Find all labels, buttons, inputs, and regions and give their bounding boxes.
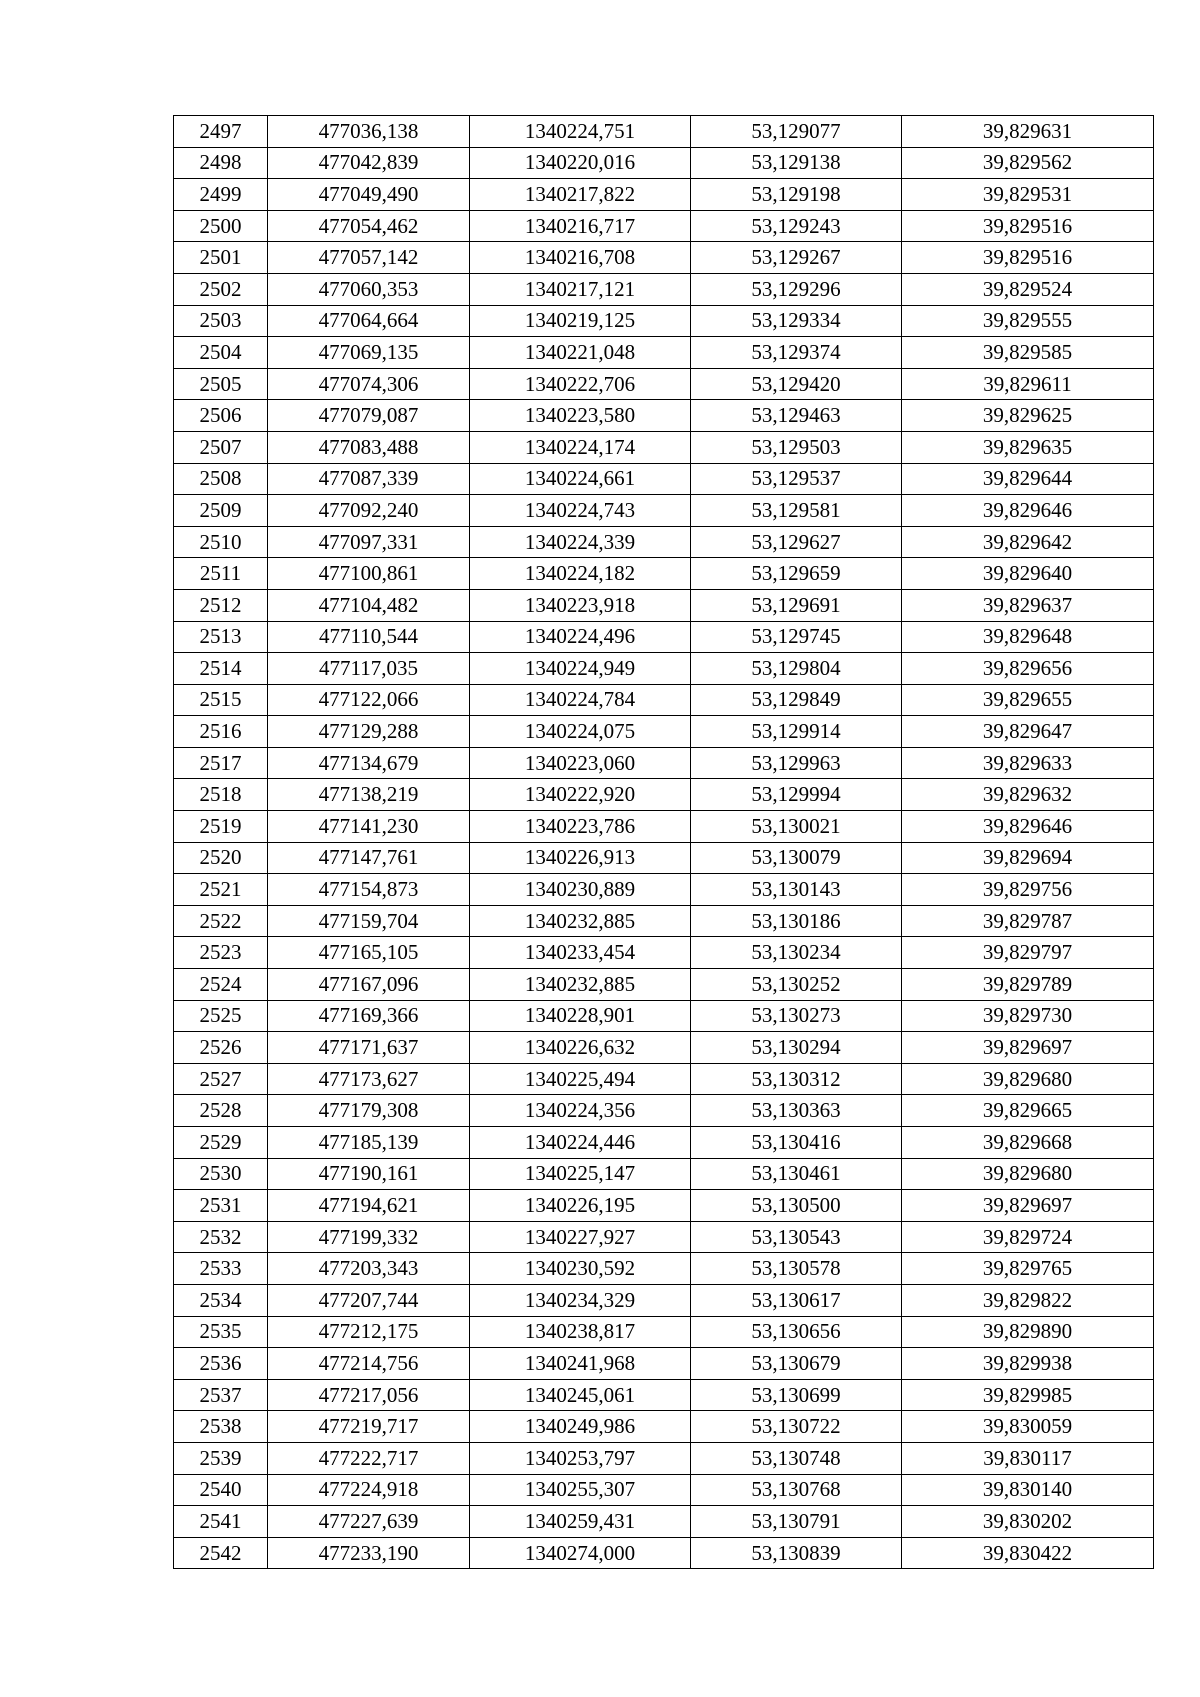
table-row	[174, 337, 1154, 369]
x-coordinate-cell: 477233,190	[268, 1537, 470, 1569]
longitude-cell: 39,830059	[902, 1411, 1154, 1443]
longitude-cell: 39,829890	[902, 1316, 1154, 1348]
longitude-cell: 39,829656	[902, 653, 1154, 685]
latitude-cell: 53,129581	[691, 495, 902, 527]
latitude-cell: 53,129849	[691, 684, 902, 716]
longitude-cell: 39,830422	[902, 1537, 1154, 1569]
latitude-cell: 53,129420	[691, 368, 902, 400]
x-coordinate-cell: 477171,637	[268, 1032, 470, 1064]
latitude-cell: 53,130839	[691, 1537, 902, 1569]
table-row	[174, 1348, 1154, 1380]
table-row	[174, 368, 1154, 400]
table-row	[174, 716, 1154, 748]
longitude-cell: 39,829637	[902, 589, 1154, 621]
latitude-cell: 53,129374	[691, 337, 902, 369]
table-row	[174, 937, 1154, 969]
x-coordinate-cell: 477147,761	[268, 842, 470, 874]
latitude-cell: 53,130363	[691, 1095, 902, 1127]
longitude-cell: 39,829822	[902, 1284, 1154, 1316]
point-number-cell: 2535	[174, 1316, 268, 1348]
x-coordinate-cell: 477212,175	[268, 1316, 470, 1348]
y-coordinate-cell: 1340224,496	[470, 621, 691, 653]
table-row	[174, 621, 1154, 653]
point-number-cell: 2512	[174, 589, 268, 621]
table-row	[174, 747, 1154, 779]
table-row	[174, 179, 1154, 211]
latitude-cell: 53,129963	[691, 747, 902, 779]
table-row	[174, 1158, 1154, 1190]
latitude-cell: 53,129659	[691, 558, 902, 590]
point-number-cell: 2519	[174, 811, 268, 843]
point-number-cell: 2500	[174, 210, 268, 242]
longitude-cell: 39,829765	[902, 1253, 1154, 1285]
x-coordinate-cell: 477141,230	[268, 811, 470, 843]
x-coordinate-cell: 477049,490	[268, 179, 470, 211]
table-row	[174, 1221, 1154, 1253]
y-coordinate-cell: 1340259,431	[470, 1506, 691, 1538]
y-coordinate-cell: 1340225,494	[470, 1063, 691, 1095]
x-coordinate-cell: 477173,627	[268, 1063, 470, 1095]
latitude-cell: 53,129745	[691, 621, 902, 653]
table-row	[174, 431, 1154, 463]
point-number-cell: 2539	[174, 1442, 268, 1474]
y-coordinate-cell: 1340216,708	[470, 242, 691, 274]
longitude-cell: 39,829516	[902, 242, 1154, 274]
y-coordinate-cell: 1340255,307	[470, 1474, 691, 1506]
table-row	[174, 526, 1154, 558]
x-coordinate-cell: 477154,873	[268, 874, 470, 906]
point-number-cell: 2531	[174, 1190, 268, 1222]
x-coordinate-cell: 477104,482	[268, 589, 470, 621]
y-coordinate-cell: 1340219,125	[470, 305, 691, 337]
x-coordinate-cell: 477092,240	[268, 495, 470, 527]
latitude-cell: 53,130722	[691, 1411, 902, 1443]
y-coordinate-cell: 1340224,446	[470, 1127, 691, 1159]
longitude-cell: 39,829694	[902, 842, 1154, 874]
latitude-cell: 53,129627	[691, 526, 902, 558]
longitude-cell: 39,829647	[902, 716, 1154, 748]
latitude-cell: 53,130021	[691, 811, 902, 843]
point-number-cell: 2511	[174, 558, 268, 590]
table-row	[174, 1537, 1154, 1569]
latitude-cell: 53,130273	[691, 1000, 902, 1032]
table-row	[174, 1379, 1154, 1411]
longitude-cell: 39,829585	[902, 337, 1154, 369]
point-number-cell: 2542	[174, 1537, 268, 1569]
point-number-cell: 2533	[174, 1253, 268, 1285]
latitude-cell: 53,130234	[691, 937, 902, 969]
point-number-cell: 2527	[174, 1063, 268, 1095]
longitude-cell: 39,829665	[902, 1095, 1154, 1127]
latitude-cell: 53,130768	[691, 1474, 902, 1506]
point-number-cell: 2532	[174, 1221, 268, 1253]
longitude-cell: 39,829562	[902, 147, 1154, 179]
point-number-cell: 2528	[174, 1095, 268, 1127]
longitude-cell: 39,829730	[902, 1000, 1154, 1032]
latitude-cell: 53,130656	[691, 1316, 902, 1348]
point-number-cell: 2525	[174, 1000, 268, 1032]
latitude-cell: 53,130617	[691, 1284, 902, 1316]
y-coordinate-cell: 1340249,986	[470, 1411, 691, 1443]
table-row	[174, 842, 1154, 874]
x-coordinate-cell: 477134,679	[268, 747, 470, 779]
longitude-cell: 39,829985	[902, 1379, 1154, 1411]
point-number-cell: 2501	[174, 242, 268, 274]
latitude-cell: 53,129994	[691, 779, 902, 811]
longitude-cell: 39,829756	[902, 874, 1154, 906]
point-number-cell: 2530	[174, 1158, 268, 1190]
point-number-cell: 2518	[174, 779, 268, 811]
point-number-cell: 2504	[174, 337, 268, 369]
y-coordinate-cell: 1340253,797	[470, 1442, 691, 1474]
y-coordinate-cell: 1340238,817	[470, 1316, 691, 1348]
latitude-cell: 53,129296	[691, 273, 902, 305]
y-coordinate-cell: 1340245,061	[470, 1379, 691, 1411]
longitude-cell: 39,829646	[902, 811, 1154, 843]
point-number-cell: 2508	[174, 463, 268, 495]
point-number-cell: 2524	[174, 969, 268, 1001]
x-coordinate-cell: 477069,135	[268, 337, 470, 369]
table-row	[174, 1284, 1154, 1316]
y-coordinate-cell: 1340241,968	[470, 1348, 691, 1380]
x-coordinate-cell: 477217,056	[268, 1379, 470, 1411]
latitude-cell: 53,130461	[691, 1158, 902, 1190]
table-row	[174, 684, 1154, 716]
point-number-cell: 2521	[174, 874, 268, 906]
longitude-cell: 39,829632	[902, 779, 1154, 811]
point-number-cell: 2499	[174, 179, 268, 211]
latitude-cell: 53,129267	[691, 242, 902, 274]
y-coordinate-cell: 1340224,661	[470, 463, 691, 495]
latitude-cell: 53,129198	[691, 179, 902, 211]
longitude-cell: 39,830202	[902, 1506, 1154, 1538]
longitude-cell: 39,829646	[902, 495, 1154, 527]
y-coordinate-cell: 1340216,717	[470, 210, 691, 242]
latitude-cell: 53,130143	[691, 874, 902, 906]
longitude-cell: 39,829680	[902, 1158, 1154, 1190]
longitude-cell: 39,829797	[902, 937, 1154, 969]
y-coordinate-cell: 1340224,784	[470, 684, 691, 716]
point-number-cell: 2541	[174, 1506, 268, 1538]
longitude-cell: 39,829555	[902, 305, 1154, 337]
x-coordinate-cell: 477057,142	[268, 242, 470, 274]
longitude-cell: 39,829516	[902, 210, 1154, 242]
longitude-cell: 39,829635	[902, 431, 1154, 463]
table-row	[174, 210, 1154, 242]
longitude-cell: 39,829697	[902, 1032, 1154, 1064]
point-number-cell: 2498	[174, 147, 268, 179]
x-coordinate-cell: 477165,105	[268, 937, 470, 969]
latitude-cell: 53,129334	[691, 305, 902, 337]
y-coordinate-cell: 1340232,885	[470, 969, 691, 1001]
point-number-cell: 2537	[174, 1379, 268, 1411]
table-row	[174, 1032, 1154, 1064]
y-coordinate-cell: 1340223,060	[470, 747, 691, 779]
table-row	[174, 905, 1154, 937]
table-row	[174, 558, 1154, 590]
table-row	[174, 779, 1154, 811]
y-coordinate-cell: 1340225,147	[470, 1158, 691, 1190]
x-coordinate-cell: 477169,366	[268, 1000, 470, 1032]
longitude-cell: 39,829697	[902, 1190, 1154, 1222]
y-coordinate-cell: 1340220,016	[470, 147, 691, 179]
latitude-cell: 53,130294	[691, 1032, 902, 1064]
point-number-cell: 2516	[174, 716, 268, 748]
table-row	[174, 1316, 1154, 1348]
table-row	[174, 495, 1154, 527]
x-coordinate-cell: 477097,331	[268, 526, 470, 558]
y-coordinate-cell: 1340226,632	[470, 1032, 691, 1064]
latitude-cell: 53,129138	[691, 147, 902, 179]
x-coordinate-cell: 477219,717	[268, 1411, 470, 1443]
table-row	[174, 969, 1154, 1001]
latitude-cell: 53,129503	[691, 431, 902, 463]
x-coordinate-cell: 477167,096	[268, 969, 470, 1001]
longitude-cell: 39,830117	[902, 1442, 1154, 1474]
longitude-cell: 39,829633	[902, 747, 1154, 779]
latitude-cell: 53,129243	[691, 210, 902, 242]
point-number-cell: 2513	[174, 621, 268, 653]
point-number-cell: 2514	[174, 653, 268, 685]
table-row	[174, 1063, 1154, 1095]
x-coordinate-cell: 477122,066	[268, 684, 470, 716]
longitude-cell: 39,829625	[902, 400, 1154, 432]
table-row	[174, 1190, 1154, 1222]
y-coordinate-cell: 1340230,592	[470, 1253, 691, 1285]
table-row	[174, 1095, 1154, 1127]
y-coordinate-cell: 1340224,949	[470, 653, 691, 685]
x-coordinate-cell: 477194,621	[268, 1190, 470, 1222]
table-row	[174, 1474, 1154, 1506]
latitude-cell: 53,129914	[691, 716, 902, 748]
x-coordinate-cell: 477222,717	[268, 1442, 470, 1474]
y-coordinate-cell: 1340226,195	[470, 1190, 691, 1222]
longitude-cell: 39,829787	[902, 905, 1154, 937]
longitude-cell: 39,829789	[902, 969, 1154, 1001]
table-row	[174, 811, 1154, 843]
latitude-cell: 53,129691	[691, 589, 902, 621]
y-coordinate-cell: 1340227,927	[470, 1221, 691, 1253]
table-row	[174, 400, 1154, 432]
point-number-cell: 2507	[174, 431, 268, 463]
x-coordinate-cell: 477054,462	[268, 210, 470, 242]
x-coordinate-cell: 477083,488	[268, 431, 470, 463]
x-coordinate-cell: 477074,306	[268, 368, 470, 400]
latitude-cell: 53,130186	[691, 905, 902, 937]
x-coordinate-cell: 477138,219	[268, 779, 470, 811]
latitude-cell: 53,130578	[691, 1253, 902, 1285]
x-coordinate-cell: 477060,353	[268, 273, 470, 305]
latitude-cell: 53,130416	[691, 1127, 902, 1159]
x-coordinate-cell: 477079,087	[268, 400, 470, 432]
longitude-cell: 39,829611	[902, 368, 1154, 400]
x-coordinate-cell: 477179,308	[268, 1095, 470, 1127]
latitude-cell: 53,129804	[691, 653, 902, 685]
longitude-cell: 39,830140	[902, 1474, 1154, 1506]
x-coordinate-cell: 477100,861	[268, 558, 470, 590]
longitude-cell: 39,829642	[902, 526, 1154, 558]
latitude-cell: 53,129077	[691, 116, 902, 148]
latitude-cell: 53,130252	[691, 969, 902, 1001]
latitude-cell: 53,130791	[691, 1506, 902, 1538]
y-coordinate-cell: 1340223,786	[470, 811, 691, 843]
x-coordinate-cell: 477064,664	[268, 305, 470, 337]
x-coordinate-cell: 477036,138	[268, 116, 470, 148]
y-coordinate-cell: 1340224,751	[470, 116, 691, 148]
y-coordinate-cell: 1340226,913	[470, 842, 691, 874]
y-coordinate-cell: 1340224,075	[470, 716, 691, 748]
latitude-cell: 53,130312	[691, 1063, 902, 1095]
y-coordinate-cell: 1340224,356	[470, 1095, 691, 1127]
table-row	[174, 874, 1154, 906]
point-number-cell: 2505	[174, 368, 268, 400]
x-coordinate-cell: 477110,544	[268, 621, 470, 653]
point-number-cell: 2526	[174, 1032, 268, 1064]
y-coordinate-cell: 1340224,339	[470, 526, 691, 558]
point-number-cell: 2509	[174, 495, 268, 527]
point-number-cell: 2497	[174, 116, 268, 148]
y-coordinate-cell: 1340233,454	[470, 937, 691, 969]
longitude-cell: 39,829655	[902, 684, 1154, 716]
y-coordinate-cell: 1340228,901	[470, 1000, 691, 1032]
latitude-cell: 53,130679	[691, 1348, 902, 1380]
y-coordinate-cell: 1340224,743	[470, 495, 691, 527]
latitude-cell: 53,129537	[691, 463, 902, 495]
y-coordinate-cell: 1340234,329	[470, 1284, 691, 1316]
table-row	[174, 305, 1154, 337]
point-number-cell: 2503	[174, 305, 268, 337]
y-coordinate-cell: 1340222,706	[470, 368, 691, 400]
longitude-cell: 39,829640	[902, 558, 1154, 590]
point-number-cell: 2510	[174, 526, 268, 558]
latitude-cell: 53,130079	[691, 842, 902, 874]
x-coordinate-cell: 477190,161	[268, 1158, 470, 1190]
longitude-cell: 39,829680	[902, 1063, 1154, 1095]
table-row	[174, 653, 1154, 685]
table-row	[174, 1411, 1154, 1443]
y-coordinate-cell: 1340217,822	[470, 179, 691, 211]
table-row	[174, 1442, 1154, 1474]
x-coordinate-cell: 477185,139	[268, 1127, 470, 1159]
latitude-cell: 53,130699	[691, 1379, 902, 1411]
point-number-cell: 2540	[174, 1474, 268, 1506]
table-row	[174, 1506, 1154, 1538]
y-coordinate-cell: 1340223,918	[470, 589, 691, 621]
longitude-cell: 39,829938	[902, 1348, 1154, 1380]
point-number-cell: 2534	[174, 1284, 268, 1316]
x-coordinate-cell: 477207,744	[268, 1284, 470, 1316]
table-row	[174, 1253, 1154, 1285]
point-number-cell: 2506	[174, 400, 268, 432]
longitude-cell: 39,829524	[902, 273, 1154, 305]
x-coordinate-cell: 477203,343	[268, 1253, 470, 1285]
y-coordinate-cell: 1340224,174	[470, 431, 691, 463]
table-row	[174, 273, 1154, 305]
latitude-cell: 53,130500	[691, 1190, 902, 1222]
point-number-cell: 2538	[174, 1411, 268, 1443]
y-coordinate-cell: 1340223,580	[470, 400, 691, 432]
y-coordinate-cell: 1340230,889	[470, 874, 691, 906]
y-coordinate-cell: 1340232,885	[470, 905, 691, 937]
x-coordinate-cell: 477199,332	[268, 1221, 470, 1253]
table-row	[174, 147, 1154, 179]
y-coordinate-cell: 1340221,048	[470, 337, 691, 369]
latitude-cell: 53,130543	[691, 1221, 902, 1253]
coordinates-table-body	[174, 116, 1154, 1569]
x-coordinate-cell: 477214,756	[268, 1348, 470, 1380]
point-number-cell: 2529	[174, 1127, 268, 1159]
longitude-cell: 39,829531	[902, 179, 1154, 211]
latitude-cell: 53,130748	[691, 1442, 902, 1474]
x-coordinate-cell: 477159,704	[268, 905, 470, 937]
x-coordinate-cell: 477227,639	[268, 1506, 470, 1538]
table-row	[174, 1127, 1154, 1159]
longitude-cell: 39,829631	[902, 116, 1154, 148]
longitude-cell: 39,829724	[902, 1221, 1154, 1253]
longitude-cell: 39,829648	[902, 621, 1154, 653]
x-coordinate-cell: 477224,918	[268, 1474, 470, 1506]
point-number-cell: 2517	[174, 747, 268, 779]
table-row	[174, 242, 1154, 274]
y-coordinate-cell: 1340274,000	[470, 1537, 691, 1569]
y-coordinate-cell: 1340217,121	[470, 273, 691, 305]
table-row	[174, 116, 1154, 148]
point-number-cell: 2522	[174, 905, 268, 937]
point-number-cell: 2523	[174, 937, 268, 969]
coordinates-table	[173, 115, 1154, 1569]
x-coordinate-cell: 477129,288	[268, 716, 470, 748]
x-coordinate-cell: 477087,339	[268, 463, 470, 495]
x-coordinate-cell: 477117,035	[268, 653, 470, 685]
point-number-cell: 2502	[174, 273, 268, 305]
longitude-cell: 39,829668	[902, 1127, 1154, 1159]
y-coordinate-cell: 1340222,920	[470, 779, 691, 811]
longitude-cell: 39,829644	[902, 463, 1154, 495]
y-coordinate-cell: 1340224,182	[470, 558, 691, 590]
latitude-cell: 53,129463	[691, 400, 902, 432]
point-number-cell: 2536	[174, 1348, 268, 1380]
table-row	[174, 463, 1154, 495]
point-number-cell: 2520	[174, 842, 268, 874]
x-coordinate-cell: 477042,839	[268, 147, 470, 179]
table-row	[174, 1000, 1154, 1032]
point-number-cell: 2515	[174, 684, 268, 716]
table-row	[174, 589, 1154, 621]
